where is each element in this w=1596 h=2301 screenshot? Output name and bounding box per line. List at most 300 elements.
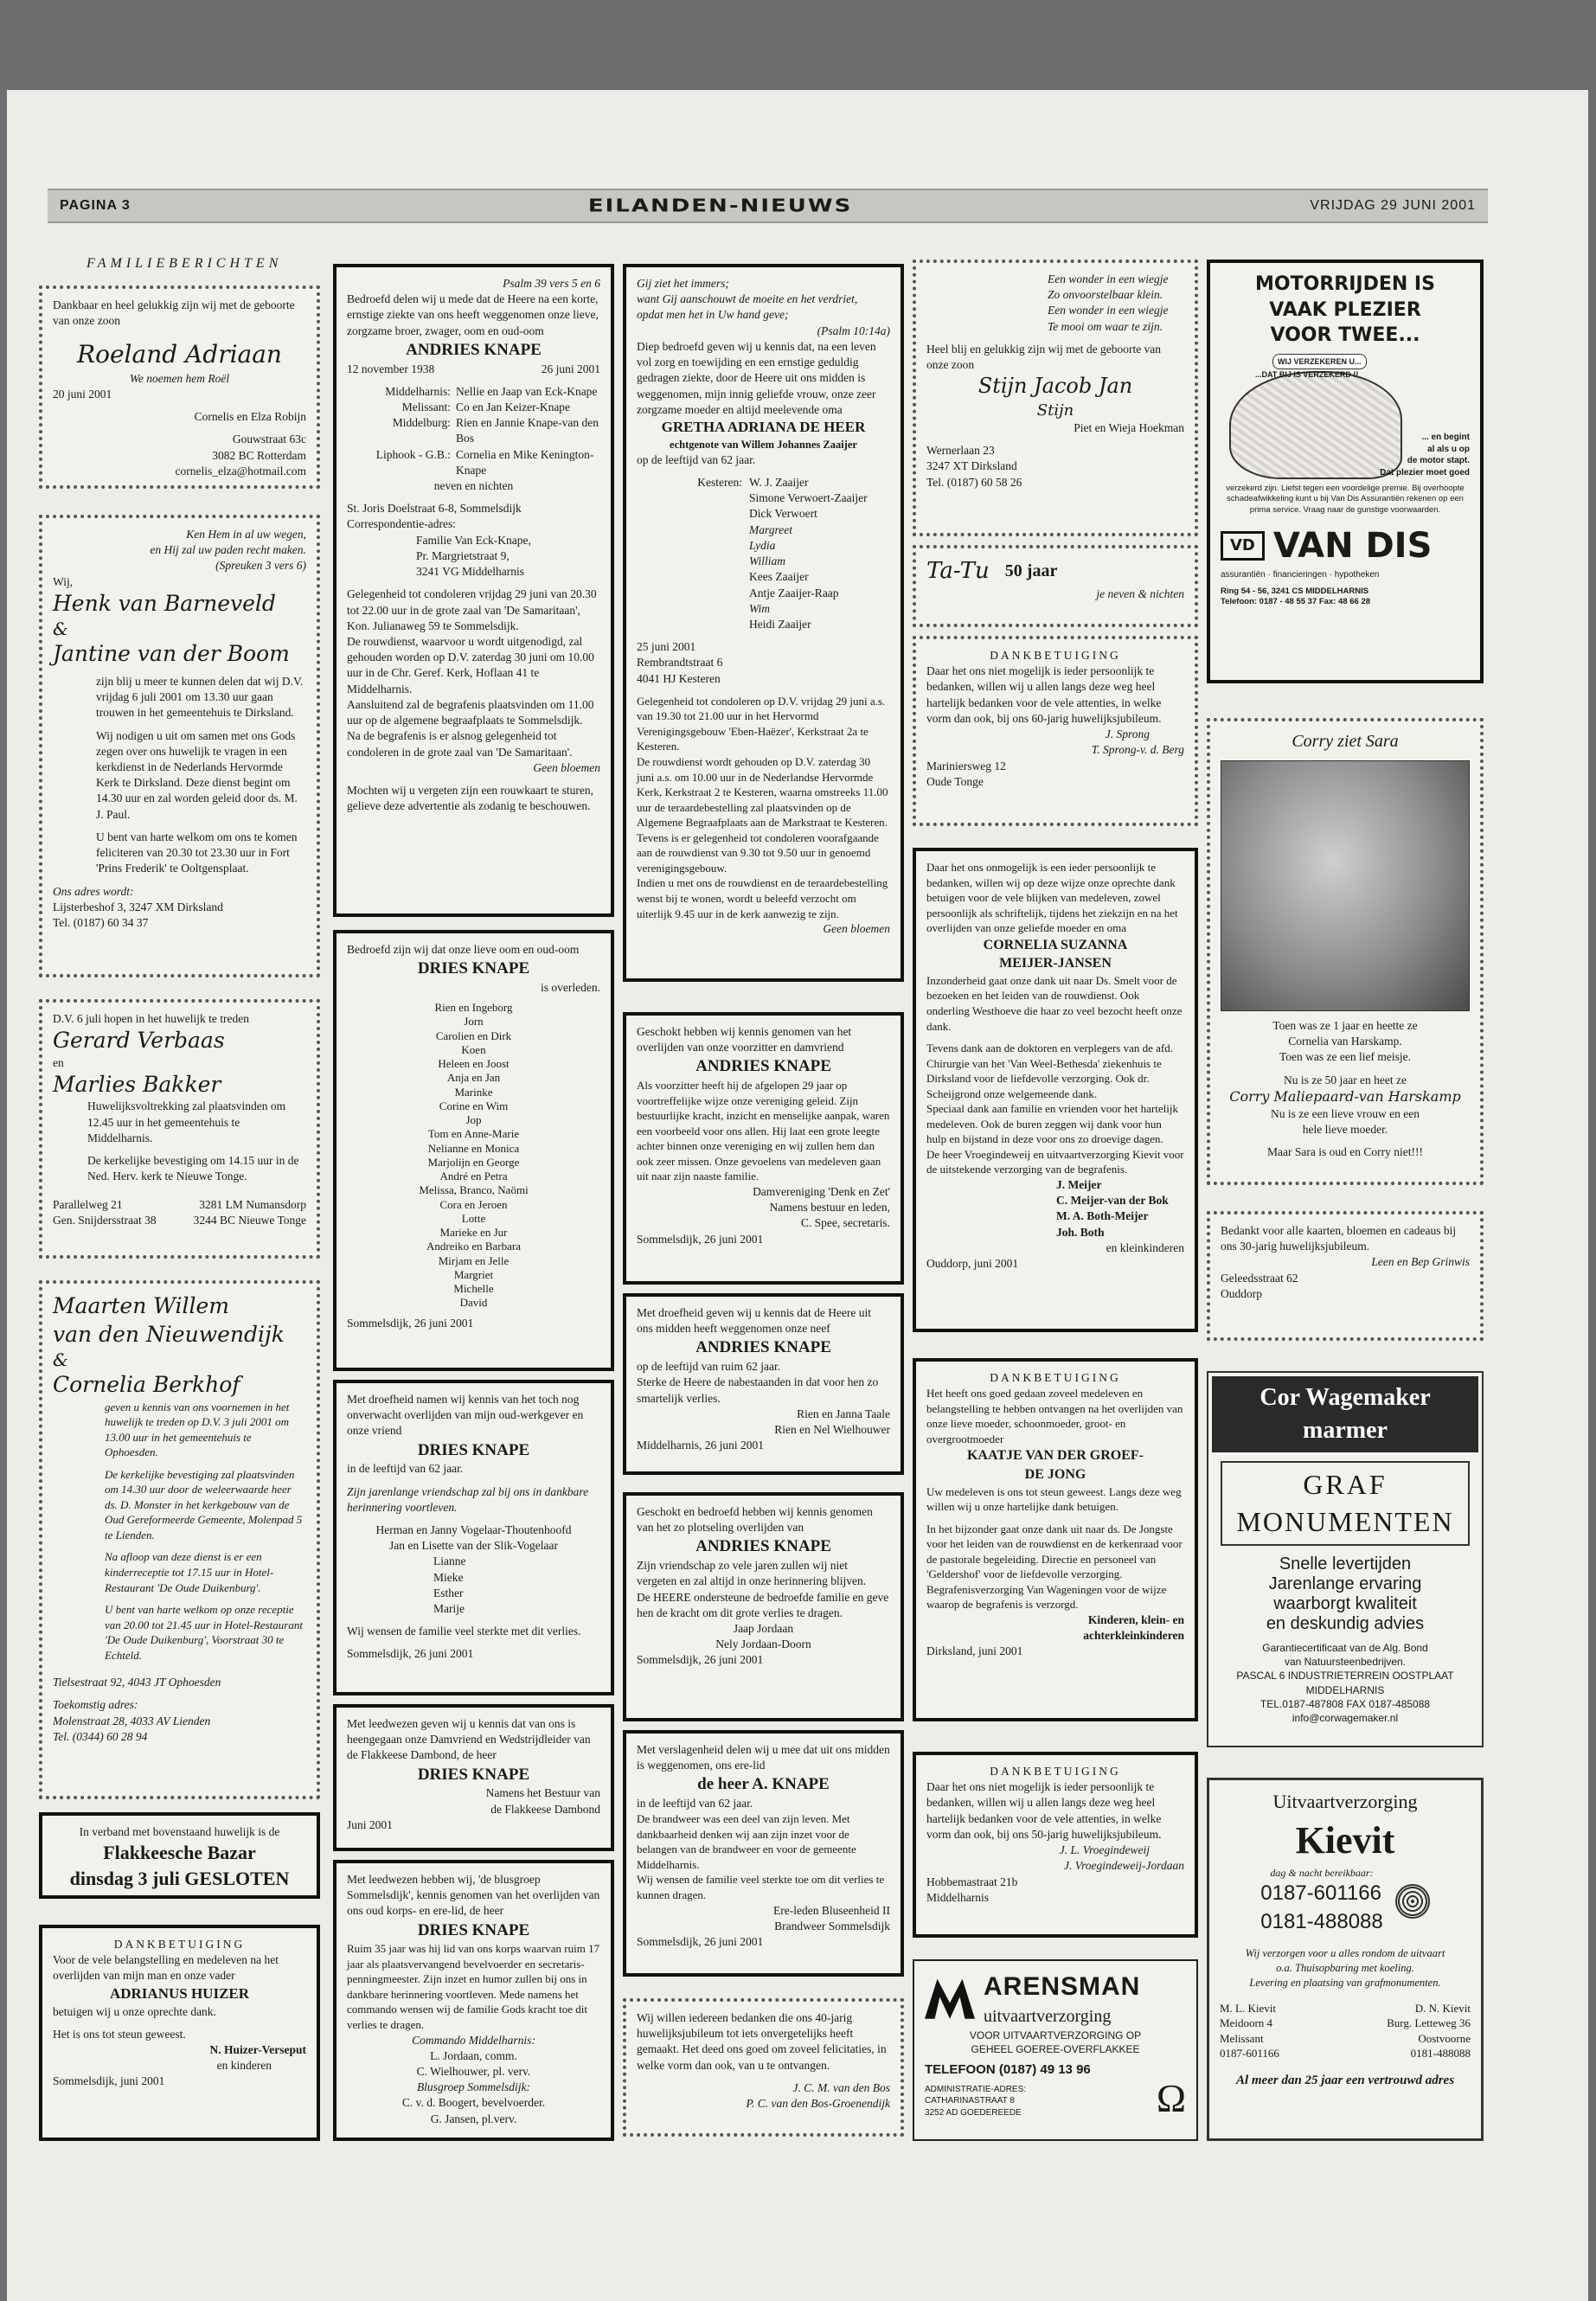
verse: Te mooi om waar te zijn.	[1048, 319, 1163, 333]
child-name: Roeland Adriaan	[77, 340, 282, 369]
ad-text: Gelegenheid tot condoleren op D.V. vrijdag 29 juni a.s. van 19.30 tot 21.00 uur in het Hervormd Verenigingsgebouw 'Eben-Haëzer', Kerkstraat 2a te Kesteren.	[637, 694, 886, 753]
family-names: David	[459, 1296, 488, 1310]
address: 3244 BC Nieuwe Tonge	[193, 1213, 306, 1227]
ad-text: Wij wensen de familie veel sterkte met dit verlies.	[347, 1625, 581, 1638]
email: cornelis_elza@hotmail.com	[175, 464, 306, 478]
ad-place-date: Sommelsdijk, 26 juni 2001	[637, 1653, 764, 1667]
ad-text: In verband met bovenstaand huwelijk is de	[79, 1825, 280, 1838]
ad-text: Garantiecertificaat van de Alg. Bond	[1262, 1641, 1428, 1654]
groom-name: Gerard Verbaas	[53, 1028, 225, 1054]
contact-line: Melissant	[1220, 2031, 1264, 2045]
family-names: Cora en Jeroen	[439, 1197, 508, 1211]
ad-text: Snelle levertijden	[1279, 1554, 1412, 1574]
child-name: Stijn Jacob Jan	[977, 374, 1133, 399]
ad-text: D.V. 6 juli hopen in het huwelijk te treden	[53, 1012, 249, 1025]
family-names: W. J. Zaaijer	[749, 476, 809, 489]
ad-text: in de leeftijd van 62 jaar.	[347, 1462, 464, 1476]
deceased-name: de heer A. KNAPE	[697, 1775, 830, 1794]
omega-icon: Ω	[1156, 2076, 1186, 2121]
ad-text: o.a. Thuisopbaring met koeling.	[1276, 1961, 1414, 1974]
family-row	[347, 384, 600, 400]
ad-text: De brandweer was een deel van zijn leven. Met dankbaarheid denken wij aan zijn inzet voor de belangen van de brandweer en voor de gemeente Middelharnis.	[637, 1812, 856, 1871]
address: Gouwstraat 63c	[232, 433, 306, 446]
ad-text: Wij verzorgen voor u alles rondom de uitvaart	[1245, 1947, 1445, 1960]
family-names: Co en Jan Keizer-Knape	[456, 400, 571, 413]
deceased-name: CORNELIA SUZANNA	[983, 937, 1128, 952]
ad-title: DANKBETUIGING	[990, 649, 1121, 662]
verse-ref: (Psalm 10:14a)	[817, 324, 890, 337]
signature: en kinderen	[216, 2059, 272, 2073]
shop-name: Flakkeesche Bazar	[103, 1842, 256, 1864]
signature: Damvereniging 'Denk en Zet'	[753, 1184, 890, 1198]
place-label: Middelharnis:	[385, 384, 451, 398]
ad-text: is overleden.	[541, 980, 600, 994]
ad-text: Met droefheid namen wij kennis van het toch nog onverwacht overlijden van mijn oud-werkgever en onze vriend	[347, 1393, 584, 1438]
wedding-ad-barneveld	[39, 515, 320, 977]
celebrant-name: Corry Maliepaard-van Harskamp	[1229, 1087, 1461, 1105]
ad-date: 25 juni 2001	[637, 640, 696, 654]
address: Middelharnis	[926, 1890, 989, 1904]
obituary-andries-knape-family	[333, 264, 614, 917]
emblem-icon	[1395, 1884, 1430, 1919]
ad-text: Dat plezier moet goed	[1380, 467, 1470, 478]
ad-title: DANKBETUIGING	[113, 1938, 246, 1951]
obituary-a-knape-brandweer	[623, 1730, 904, 1977]
place-label: Middelburg:	[392, 416, 451, 430]
family-names: Nellie en Jaap van Eck-Knape	[456, 384, 598, 398]
thanks-ad-grinwis	[1207, 1211, 1484, 1341]
van-dis-logo-icon: VD	[1221, 531, 1265, 561]
address: MIDDELHARNIS	[1305, 1683, 1385, 1696]
ad-text: Met verslagenheid delen wij u mee dat uit ons midden is weggenomen, ons ere-lid	[637, 1743, 890, 1772]
ad-text: Het is ons tot steun geweest.	[53, 2027, 186, 2041]
ad-text: De rouwdienst, waarvoor u wordt uitgenodigd, zal gehouden worden op D.V. zaterdag 30 juni om 10.00 uur in de Chr. Geref. Kerk, Hoflaan 41 te Middelharnis.	[347, 635, 594, 695]
page-number: PAGINA 3	[60, 198, 131, 213]
ad-text: echtgenote van Willem Johannes Zaaijer	[670, 438, 857, 451]
signature: C. Meijer-van der Bok	[1056, 1194, 1169, 1208]
signature: Rien en Nel Wielhouwer	[774, 1422, 890, 1436]
ad-text: uitvaartverzorging	[984, 2006, 1112, 2026]
deceased-name: DRIES KNAPE	[417, 1765, 530, 1784]
deceased-name: ADRIANUS HUIZER	[109, 1984, 250, 2002]
address: Pr. Margrietstraat 9,	[416, 548, 510, 562]
masthead	[48, 189, 1488, 223]
ad-text: Speciaal dank aan familie en vrienden voor het hartelijk medeleven. Ook de buren zeggen wij dank voor hun hulp en bijstand in deze voor ons zo droevige dagen.	[926, 1102, 1178, 1146]
birth-ad-stijn	[913, 260, 1198, 536]
signature: C. Wielhouwer, pl. verv.	[416, 2065, 531, 2079]
family-names: Antje Zaaijer-Raap	[749, 586, 839, 599]
signature: N. Huizer-Verseput	[209, 2043, 306, 2057]
signature: Namens bestuur en leden,	[769, 1201, 890, 1215]
signature: Brandweer Sommelsdijk	[774, 1919, 890, 1932]
brand-name: VAN DIS	[1272, 526, 1433, 567]
ad-text: GEHEEL GOEREE-OVERFLAKKEE	[971, 2042, 1140, 2055]
address: 3252 AD GOEDEREEDE	[925, 2107, 1022, 2118]
ad-text: U bent van harte welkom om ons te komen feliciteren van 20.30 tot 23.30 uur in Fort 'Prins Frederik' te Ooltgensplaat.	[96, 830, 298, 875]
ad-place-date: Ouddorp, juni 2001	[926, 1257, 1019, 1271]
ad-text: Inzonderheid gaat onze dank uit naar Ds. Smelt voor de bezoeken en het leiden van de rouwdienst. Ook onderling Westhoeve die haar zo veel bezocht heeft onze dank.	[926, 973, 1183, 1033]
verse: Zo onvoorstelbaar klein.	[1048, 288, 1163, 302]
issue-date: VRIJDAG 29 JUNI 2001	[1310, 198, 1476, 213]
ampersand: &	[53, 1349, 68, 1370]
ad-text: Daar het ons niet mogelijk is ieder persoonlijk te bedanken, willen wij u allen langs deze weg heel hartelijk bedanken voor de vele attenties, in welke vorm dan ook, bij ons 60-jarig huwelijksjubileum.	[926, 664, 1162, 725]
death-date: 26 juni 2001	[541, 362, 600, 375]
ad-text: Mochten wij u vergeten zijn een rouwkaart te sturen, gelieve deze advertentie als zodanig te beschouwen.	[347, 783, 594, 813]
brand-name: Cor Wagemaker	[1259, 1384, 1431, 1411]
groom-name: van den Nieuwendijk	[53, 1321, 285, 1347]
birthday-ad-corry	[1207, 718, 1484, 1185]
family-names: Anja en Jan	[446, 1071, 501, 1085]
ad-text: Cornelia van Harskamp.	[1288, 1035, 1402, 1048]
ad-text: U bent van harte welkom op onze receptie van 20.00 tot 21.45 uur in Hotel-Restaurant 'De Oude Duikenburg', Voorstraat 30 te Echteld.	[105, 1603, 303, 1662]
obituary-dries-knape-blusgroep	[333, 1860, 614, 2141]
obituary-gretha-de-heer	[623, 264, 904, 982]
family-names: Andreiko en Barbara	[426, 1240, 521, 1253]
family-names: Kees Zaaijer	[749, 570, 809, 584]
deceased-name: GRETHA ADRIANA DE HEER	[661, 418, 866, 435]
family-names: Dick Verwoert	[749, 507, 817, 521]
address: Lijsterbeshof 3, 3247 XM Dirksland	[53, 900, 223, 913]
signature: J. C. M. van den Bos	[792, 2080, 890, 2094]
speech-bubble: ...DAT BIJ IS VERZEKERD !!	[1255, 370, 1359, 380]
family-names: Nelianne en Monica	[427, 1141, 520, 1155]
child-photo	[1221, 760, 1470, 1011]
arensman-logo-icon	[925, 1979, 975, 2019]
phone: TEL.0187-487808 FAX 0187-485088	[1259, 1697, 1431, 1710]
family-names: Esther	[433, 1586, 464, 1599]
phone: Tel. (0187) 60 34 37	[53, 915, 149, 929]
thanks-ad-meijer-jansen	[913, 848, 1198, 1332]
phone: 0187-601166	[1260, 1881, 1381, 1906]
family-row	[347, 400, 600, 415]
signature: L. Jordaan, comm.	[430, 2048, 517, 2062]
deceased-name: ANDRIES KNAPE	[695, 1537, 831, 1556]
phone: TELEFOON (0187) 49 13 96	[925, 2061, 1091, 2077]
signature: Leen en Bep Grinwis	[1371, 1255, 1470, 1269]
family-names: Simone Verwoert-Zaaijer	[749, 491, 868, 505]
obituary-andries-knape-jordaan	[623, 1492, 904, 1721]
ad-text: VOOR UITVAARTVERZORGING OP	[969, 2029, 1142, 2041]
ad-text: Het heeft ons goed gedaan zoveel medeleven en belangstelling te hebben ontvangen na het overlijden van onze lieve moeder, schoonmoeder, groot- en overgrootmoeder	[926, 1387, 1183, 1445]
obituary-dries-knape-nephews	[333, 930, 614, 1371]
deceased-name: ANDRIES KNAPE	[695, 1338, 831, 1357]
address: Oude Tonge	[926, 774, 984, 788]
ad-text: Toekomstig adres:	[53, 1698, 138, 1712]
address: 3281 LM Numansdorp	[199, 1197, 306, 1211]
parents: Cornelis en Elza Robijn	[194, 410, 306, 424]
ad-text: neven en nichten	[433, 479, 514, 493]
ad-text: waarborgt kwaliteit	[1273, 1593, 1417, 1613]
family-names: Rien en Ingeborg	[434, 1001, 513, 1015]
ad-text: Commando Middelharnis:	[412, 2033, 535, 2047]
ad-text: de motor stapt.	[1407, 456, 1470, 466]
address: 3247 XT Dirksland	[926, 459, 1017, 473]
cor-wagemaker-ad	[1207, 1371, 1484, 1747]
contact-line: D. N. Kievit	[1414, 2001, 1471, 2015]
ad-date: 20 juni 2001	[53, 388, 112, 401]
ad-text: ... en begint	[1421, 433, 1470, 443]
verse-ref: (Spreuken 3 vers 6)	[215, 559, 306, 573]
ad-text: verzekerd zijn. Liefst tegen een voordelige premie. Bij overhoopte schadeafwikkeling kunt u bij Van Dis Assurantiën rekenen op een prima service. Vraag naar de gunstige voorwaarden.	[1226, 484, 1465, 515]
ad-text: Geen bloemen	[533, 760, 600, 774]
ad-text: Wij nodigen u uit om samen met ons Gods zegen over ons huwelijk te vragen in een kerkdienst in de Nederlands Hervormde Kerk te Dirksland. Deze dienst begint om 14.30 uur en zal worden geleid door ds. M. J. Paul.	[96, 728, 298, 821]
ad-headline: MONUMENTEN	[1236, 1505, 1454, 1537]
ad-text: Nu is ze een lieve vrouw en een	[1270, 1106, 1420, 1120]
signature: Kinderen, klein- en	[1087, 1612, 1184, 1626]
family-names: Margreet	[749, 522, 792, 536]
ad-text: Na afloop van deze dienst is er een kinderreceptie tot 17.15 uur in Hotel-Restaurant 'De Oude Duikenburg'.	[105, 1550, 274, 1594]
ad-text: Maar Sara is oud en Corry niet!!!	[1267, 1145, 1423, 1159]
ad-text: en	[53, 1055, 64, 1069]
ad-text: Wij wensen de familie veel sterkte toe om dit verlies te kunnen dragen.	[637, 1873, 885, 1902]
ad-place-date: Sommelsdijk, 26 juni 2001	[637, 1935, 764, 1949]
verse: Gij ziet het immers;	[637, 277, 729, 290]
address: Familie Van Eck-Knape,	[416, 533, 531, 547]
ad-text: van Natuursteenbedrijven.	[1284, 1656, 1407, 1669]
family-row	[347, 415, 600, 446]
ad-text: In het bijzonder gaat onze dank uit naar ds. De Jongste voor het leiden van de rouwdienst en de kerkenraad voor de pastorale begeleiding. Directie en personeel van 'Geldershof' voor de liefdevolle verzorging. Begrafenisverzorging Van Wageningen voor de wijze waarop de begrafenis is verzorgd.	[926, 1522, 1183, 1612]
family-names: Wim	[749, 601, 771, 615]
signature: J. Sprong	[1105, 727, 1150, 741]
verse: Ken Hem in al uw wegen,	[186, 528, 306, 541]
verse: Een wonder in een wiegje	[1048, 304, 1169, 317]
signature: de Flakkeese Dambond	[490, 1802, 600, 1816]
jubilee-ad-ta-tu	[913, 545, 1198, 627]
address: ADMINISTRATIE-ADRES:	[925, 2084, 1027, 2094]
family-names: Marije	[433, 1602, 465, 1616]
family-names: Mieke	[433, 1570, 464, 1584]
ad-text: Bedroefd delen wij u mede dat de Heere na een korte, ernstige ziekte van ons heeft weggenomen onze lieve, zorgzame broer, zwager, oom en oud-oom	[347, 292, 599, 337]
ad-text: Nu is ze 50 jaar en heet ze	[1283, 1073, 1407, 1086]
ad-text: op de leeftijd van 62 jaar.	[637, 452, 756, 466]
family-names: Koen	[461, 1042, 486, 1056]
bride-name: Jantine van der Boom	[53, 641, 290, 667]
groom-name: Maarten Willem	[53, 1293, 229, 1318]
contact-line: 0181-488088	[1410, 2047, 1471, 2061]
ad-place-date: Middelharnis, 26 juni 2001	[637, 1439, 764, 1452]
ad-text: Correspondentie-adres:	[347, 517, 456, 531]
ampersand: &	[53, 619, 68, 640]
wedding-ad-nieuwendijk	[39, 1280, 320, 1799]
signature: Ere-leden Bluseenheid II	[773, 1903, 890, 1917]
deceased-name: MEIJER-JANSEN	[999, 956, 1112, 971]
ad-text: Na de begrafenis is er alsnog gelegenheid tot condoleren in de grote zaal van 'De Samaritaan'.	[347, 729, 573, 759]
ad-text: Toen was ze 1 jaar en heette ze	[1272, 1019, 1418, 1032]
ad-text: De kerkelijke bevestiging zal plaatsvinden om 14.30 uur door de weleerwaarde heer ds. D. Monster in het kerkgebouw van de Oud Gereformeerde Gemeente, Molenpad 5 te Lienden.	[105, 1467, 303, 1541]
ad-text: Jarenlange ervaring	[1268, 1574, 1422, 1593]
contact-line: Meidoorn 4	[1220, 2016, 1273, 2030]
deceased-name: ANDRIES KNAPE	[406, 340, 542, 359]
address: 3241 VG Middelharnis	[416, 565, 524, 579]
ad-headline: VAAK PLEZIER	[1269, 298, 1421, 321]
ad-text: Ons adres wordt:	[53, 884, 134, 898]
signature: Rien en Janna Taale	[797, 1407, 890, 1420]
contact-line: M. L. Kievit	[1220, 2001, 1276, 2015]
ad-text: Wij willen iedereen bedanken die ons 40-jarig huwelijksjubileum tot iets onvergetelijks heeft gemaakt. Het deed ons goed om zoveel felicitaties, in welke vorm dan ook, van u te ontvangen.	[637, 2011, 887, 2072]
motorcycle-cartoon-icon	[1229, 371, 1402, 479]
address: 4041 HJ Kesteren	[637, 671, 721, 685]
family-names: Marinke	[454, 1085, 493, 1099]
ad-text: De HEERE ondersteune de bedroefde familie en geve hen de kracht om dit grote verlies te dragen.	[637, 1590, 889, 1619]
ad-headline: MOTORRIJDEN IS	[1255, 273, 1435, 295]
signature: G. Jansen, pl.verv.	[430, 2112, 517, 2125]
ad-text: Diep bedroefd geven wij u kennis dat, na een leven vol zorg en toewijding en een ernstige geduldig gedragen ziekte, door de Heere uit ons midden is weggenomen, mijn innig geliefde vrouw, onze zeer zorgzame moeder en altijd meelevende oma	[637, 339, 876, 416]
ad-text: Indien u met ons de rouwdienst en de teraardebestelling wenst bij te wonen, wordt u beleefd verzocht om uiterlijk 9.45 uur in de kerk aanwezig te zijn.	[637, 876, 888, 920]
address: PASCAL 6 INDUSTRIETERREIN OOSTPLAAT	[1236, 1670, 1454, 1682]
phone: Tel. (0344) 60 28 94	[53, 1729, 148, 1743]
signature: Jaap Jordaan	[733, 1621, 794, 1635]
ad-text: assurantiën · financieringen · hypotheken	[1221, 570, 1380, 580]
address: Hobbemastraat 21b	[926, 1875, 1018, 1888]
ta-tu-logo: Ta-Tu	[926, 558, 990, 584]
ad-text: Uw medeleven is ons tot steun geweest. Langs deze weg willen wij u onze hartelijke dank betuigen.	[926, 1484, 1182, 1514]
thanks-ad-sprong	[913, 636, 1198, 826]
signature: Jan en Lisette van der Slik-Vogelaar	[388, 1539, 559, 1553]
address: Ring 54 - 56, 3241 CS MIDDELHARNIS	[1221, 586, 1369, 596]
ad-text: in de leeftijd van 62 jaar.	[637, 1797, 753, 1811]
obituary-dries-knape-employer	[333, 1380, 614, 1695]
ad-text: Gelegenheid tot condoleren vrijdag 29 juni van 20.30 tot 22.00 uur in de grote zaal van 'De Samaritaan', Kon. Julianaweg 59 te Sommelsdijk.	[347, 587, 597, 632]
signature: Nely Jordaan-Doorn	[715, 1638, 811, 1651]
family-names: Corine en Wim	[439, 1099, 509, 1112]
brand-name: Kievit	[1295, 1818, 1395, 1862]
address: Gen. Snijdersstraat 38	[53, 1213, 157, 1227]
ad-text: Als voorzitter heeft hij de afgelopen 29 jaar op voortreffelijke wijze onze vereniging geleid. Zijn bestuurlijke kracht, inzicht en menselijke aanpak, waren een voorbeeld voor ons allen. Hij laat een grote leegte achter binnen onze vereniging en wij zullen hem dan ook zeer missen. Onze gevoelens van medeleven gaan uit naar zijn naaste familie.	[637, 1079, 890, 1183]
ad-text: Huwelijksvoltrekking zal plaatsvinden om 12.45 uur in het gemeentehuis te Middelharnis.	[87, 1099, 286, 1144]
ad-headline: GRAF	[1303, 1468, 1388, 1500]
ad-title: DANKBETUIGING	[990, 1371, 1121, 1384]
obituary-dries-knape-dambond	[333, 1704, 614, 1851]
ad-text: Toen was ze een lief meisje.	[1279, 1050, 1411, 1064]
family-names: Lotte	[461, 1211, 486, 1225]
address: Geleedsstraat 62	[1221, 1271, 1298, 1285]
family-names: Carolien en Dirk	[435, 1029, 512, 1042]
signature: Namens het Bestuur van	[485, 1786, 600, 1800]
family-names: Heleen en Joost	[438, 1057, 510, 1071]
ad-title: Corry ziet Sara	[1292, 732, 1399, 751]
ad-text: De heer Vroegindeweij en uitvaartverzorging Kievit voor de uitstekende verzorging van de begrafenis.	[926, 1147, 1184, 1176]
address: Mariniersweg 12	[926, 759, 1006, 772]
groom-name: Henk van Barneveld	[53, 590, 276, 616]
ad-place-date: Sommelsdijk, juni 2001	[53, 2074, 165, 2088]
ad-text: geven u kennis van ons voornemen in het huwelijk te treden op D.V. 3 juli 2001 om 13.00 uur in het gemeentehuis te Ophoesden.	[105, 1400, 290, 1459]
wedding-ad-verbaas	[39, 999, 320, 1259]
ad-text: Heel blij en gelukkig zijn wij met de geboorte van onze zoon	[926, 342, 1162, 372]
signature: P. C. van den Bos-Groenendijk	[746, 2097, 890, 2111]
ad-text: dag & nacht bereikbaar:	[1270, 1867, 1374, 1880]
signature: Herman en Janny Vogelaar-Thoutenhoofd	[375, 1522, 572, 1536]
ad-text: al als u op	[1427, 444, 1470, 454]
ad-text: Daar het ons onmogelijk is een ieder persoonlijk te bedanken, willen wij op deze wijze onze oprechte dank betuigen voor de vele blijken van medeleven, zowel persoonlijk als schriftelijk, tijdens het ziekzijn en na het overlijden van onze geliefde moeder en oma	[926, 861, 1178, 935]
ad-text: Zijn jarenlange vriendschap zal bij ons in dankbare herinnering voortleven.	[347, 1484, 589, 1514]
bride-name: Cornelia Berkhof	[53, 1372, 240, 1397]
signature: J. Meijer	[1056, 1178, 1102, 1192]
ad-text: Ruim 35 jaar was hij lid van ons korps waarvan ruim 17 jaar als plaatsvervangend bevelvoerder en secretaris-penningmeester. Zijn inzet en humor zullen bij ons in dankbare herinnering voortleven. Mede namens het commando wensen wij de familie Gods kracht toe dit verlies te dragen.	[347, 1942, 600, 2032]
section-heading: FAMILIEBERICHTEN	[87, 256, 283, 271]
ad-text: Met leedwezen geven wij u kennis dat van ons is heengegaan onze Damvriend en Wedstrijdleider van de Flakkeese Dambond, de heer	[347, 1717, 591, 1762]
ad-headline: VOOR TWEE...	[1270, 324, 1420, 347]
ad-text: We noemen hem Roël	[129, 371, 230, 385]
thanks-ad-van-den-bos	[623, 1998, 904, 2137]
child-name: Stijn	[1036, 401, 1074, 420]
verse-ref: Psalm 39 vers 5 en 6	[503, 277, 600, 290]
ad-text: Tevens dank aan de doktoren en verplegers van de afd. Chirurgie van het 'Van Weel-Bethesda' ziekenhuis te Dirksland voor de liefdevolle verzorging. Ook dr. Scheijgrond onze welgemeende dank.	[926, 1042, 1173, 1100]
deceased-name: ANDRIES KNAPE	[695, 1057, 831, 1076]
parents: Piet en Wieja Hoekman	[1074, 420, 1184, 434]
newspaper-logo: EILANDEN-NIEUWS	[587, 195, 853, 216]
ad-place-date: Sommelsdijk, 26 juni 2001	[347, 1316, 474, 1330]
address: St. Joris Doelstraat 6-8, Sommelsdijk	[347, 502, 522, 516]
verse: Een wonder in een wiegje	[1048, 272, 1169, 285]
signature: C. Spee, secretaris.	[800, 1216, 890, 1230]
address: CATHARINASTRAAT 8	[925, 2096, 1015, 2106]
anniversary-years: 50 jaar	[1004, 561, 1058, 581]
ad-text: Met leedwezen hebben wij, 'de blusgroep Sommelsdijk', kennis genomen van het overlijden van ons oud korps- en ere-lid, de heer	[347, 1873, 600, 1918]
ad-text: hele lieve moeder.	[1302, 1122, 1388, 1136]
obituary-andries-knape-denk-en-zet	[623, 1012, 904, 1285]
family-names: Marieke en Jur	[439, 1226, 508, 1240]
ad-text: Blusgroep Sommelsdijk:	[416, 2080, 531, 2094]
address: Ouddorp	[1221, 1286, 1262, 1300]
family-names: Rien en Jannie Knape-van den Bos	[456, 416, 599, 445]
birth-ad-roeland	[39, 285, 320, 489]
contact-line: Oostvoorne	[1418, 2031, 1471, 2045]
ad-text: Met droefheid geven wij u kennis dat de Heere uit ons midden heeft weggenomen onze neef	[637, 1306, 872, 1336]
ad-text: Dankbaar en heel gelukkig zijn wij met de geboorte van onze zoon	[53, 298, 295, 328]
family-row	[347, 447, 600, 478]
family-names: Heidi Zaaijer	[749, 617, 811, 631]
ad-text: De rouwdienst wordt gehouden op D.V. zaterdag 30 juni a.s. om 10.00 uur in de Nederlandse Hervormde Kerk, Kerkstraat 2 te Kesteren, waarna omstreeks 11.00 uur de teraardebestelling zal plaatsvinden op de Algemene Begraafplaats aan de Markstraat te Kesteren.	[637, 755, 888, 830]
ad-text: De kerkelijke bevestiging om 14.15 uur in de Ned. Herv. kerk te Nieuwe Tonge.	[87, 1154, 299, 1183]
ad-text: Bedankt voor alle kaarten, bloemen en cadeaus bij ons 30-jarig huwelijksjubileum.	[1221, 1224, 1457, 1253]
signature: C. v. d. Boogert, bevelvoerder.	[401, 2096, 546, 2110]
ad-text: Aansluitend zal de begrafenis plaatsvinden om 11.00 uur op de algemene begraafplaats te Sommelsdijk.	[347, 697, 594, 727]
family-names: Marjolijn en George	[427, 1155, 520, 1169]
ad-text: dinsdag 3 juli GESLOTEN	[69, 1867, 290, 1889]
family-names: André en Petra	[439, 1170, 508, 1183]
family-names: Jorn	[464, 1015, 484, 1029]
arensman-ad	[913, 1959, 1198, 2141]
ad-text: op de leeftijd van ruim 62 jaar.	[637, 1360, 781, 1374]
brand-name: ARENSMAN	[984, 1972, 1141, 2001]
family-names: Lydia	[749, 538, 776, 552]
ad-place-date: Sommelsdijk, 26 juni 2001	[347, 1647, 474, 1661]
place-label: Liphook - G.B.:	[375, 447, 451, 461]
verse: want Gij aanschouwt de moeite en het verdriet,	[637, 292, 858, 306]
ad-text: zijn blij u meer te kunnen delen dat wij D.V. vrijdag 6 juli 2001 om 13.30 uur gaan trouwen in het gemeentehuis te Dirksland.	[96, 674, 304, 720]
thanks-ad-van-der-groef	[913, 1358, 1198, 1721]
address: Rembrandtstraat 6	[637, 656, 723, 670]
speech-bubble: WIJ VERZEKEREN U...	[1272, 354, 1367, 369]
family-names: Cornelia en Mike Kenington-Knape	[456, 447, 594, 477]
ad-text: Bedroefd zijn wij dat onze lieve oom en oud-oom	[347, 943, 580, 956]
family-names: Melissa, Branco, Naömi	[419, 1183, 529, 1197]
ad-text: betuigen wij u onze oprechte dank.	[53, 2004, 216, 2018]
address: 3082 BC Rotterdam	[212, 448, 306, 462]
ad-text: Geschokt en bedroefd hebben wij kennis genomen van het zo plotseling overlijden van	[637, 1505, 873, 1535]
brand-name: marmer	[1303, 1416, 1388, 1444]
signature: J. L. Vroegindeweij	[1059, 1843, 1150, 1857]
signature: J. Vroegindeweij-Jordaan	[1064, 1859, 1184, 1873]
ad-place-date: Dirksland, juni 2001	[926, 1644, 1023, 1658]
family-names: Lianne	[433, 1554, 466, 1568]
phone: 0181-488088	[1260, 1909, 1383, 1933]
ad-text: Daar het ons niet mogelijk is ieder persoonlijk te bedanken, willen wij u allen langs deze weg heel hartelijk bedanken voor de vele attenties, in welke vorm dan ook, bij ons 50-jarig huwelijksjubileum.	[926, 1780, 1162, 1841]
family-names: Tom en Anne-Marie	[427, 1127, 520, 1141]
ad-text: Zijn vriendschap zo vele jaren zullen wij niet vergeten en zal altijd in onze herinnering blijven.	[637, 1559, 867, 1588]
verse: opdat men het in Uw hand geve;	[637, 308, 789, 322]
ad-place-date: Juni 2001	[347, 1817, 393, 1831]
